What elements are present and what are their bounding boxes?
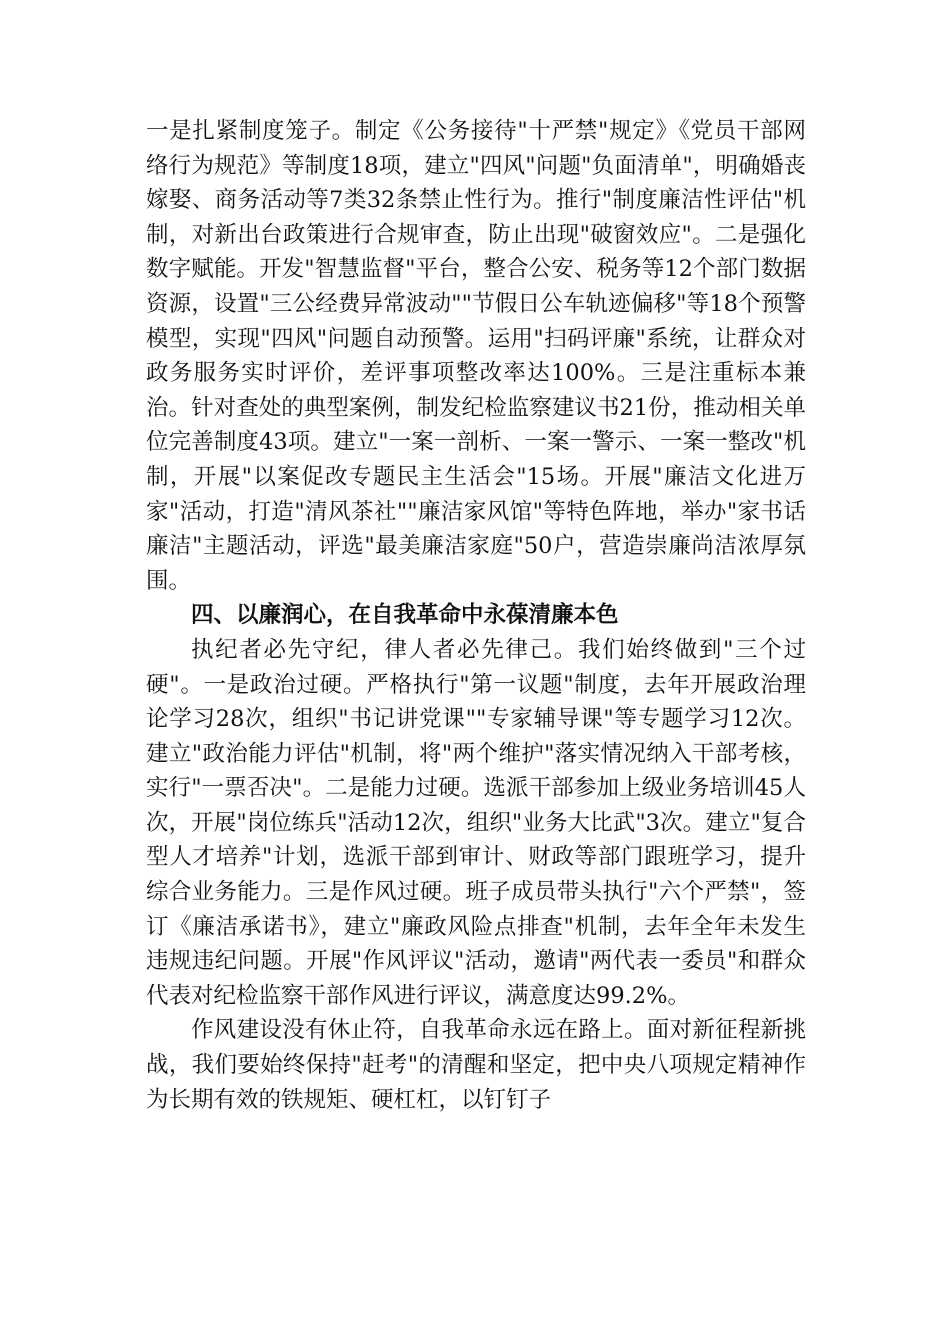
paragraph-conduct-building: 作风建设没有休止符，自我革命永远在路上。面对新征程新挑战，我们要始终保持"赶考"的清醒和坚定，把中央八项规定精神作为长期有效的铁规矩、硬杠杠，以钉钉子 <box>146 1017 806 1113</box>
section-heading-four: 四、以廉润心，在自我革命中永葆清廉本色 <box>191 602 619 629</box>
document-body <box>146 114 806 1117</box>
paragraph-institutional-cage: 一是扎紧制度笼子。制定《公务接待"十严禁"规定》《党员干部网络行为规范》等制度18项，建立"四风"问题"负面清单"，明确婚丧嫁娶、商务活动等7类32条禁止性行为。推行"制度廉洁性评估"机制，对新出台政策进行合规审查，防止出现"破窗效应"。二是强化数字赋能。开发"智慧监督"平台，整合公安、税务等12个部门数据资源，设置"三公经费异常波动""节假日公车轨迹偏移"等18个预警模型，实现"四风"问题自动预警。运用"扫码评廉"系统，让群众对政务服务实时评价，差评事项整改率达100%。三是注重标本兼治。针对查处的典型案例，制发纪检监察建议书21份，推动相关单位完善制度43项。建立"一案一剖析、一案一警示、一案一整改"机制，开展"以案促改专题民主生活会"15场。开展"廉洁文化进万家"活动，打造"清风茶社""廉洁家风馆"等特色阵地，举办"家书话廉洁"主题活动，评选"最美廉洁家庭"50户，营造崇廉尚洁浓厚氛围。 <box>146 118 806 594</box>
paragraph-three-hard-standards: 执纪者必先守纪，律人者必先律己。我们始终做到"三个过硬"。一是政治过硬。严格执行"第一议题"制度，去年开展政治理论学习28次，组织"书记讲党课""专家辅导课"等专题学习12次。建立"政治能力评估"机制，将"两个维护"落实情况纳入干部考核，实行"一票否决"。二是能力过硬。选派干部参加上级业务培训45人次，开展"岗位练兵"活动12次，组织"业务大比武"3次。建立"复合型人才培养"计划，选派干部到审计、财政等部门跟班学习，提升综合业务能力。三是作风过硬。班子成员带头执行"六个严禁"，签订《廉洁承诺书》，建立"廉政风险点排查"机制，去年全年未发生违规违纪问题。开展"作风评议"活动，邀请"两代表一委员"和群众代表对纪检监察干部作风进行评议，满意度达99.2%。 <box>146 636 806 1009</box>
